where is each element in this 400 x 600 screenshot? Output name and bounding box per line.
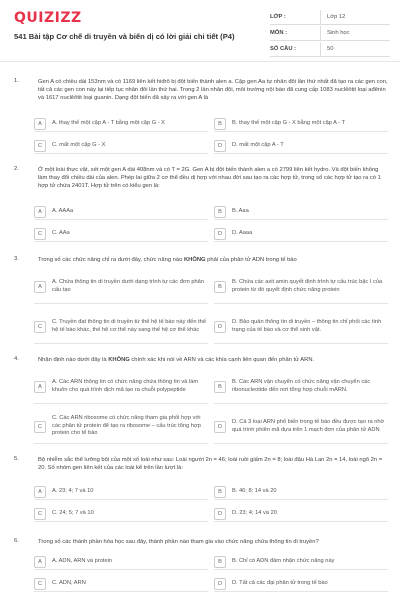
question-number: 5.: [14, 456, 19, 462]
meta-label: LỚP :: [270, 14, 286, 20]
option-text: A. AAAa: [52, 207, 74, 214]
option-c[interactable]: [34, 226, 208, 242]
option-c[interactable]: [34, 138, 208, 154]
option-d[interactable]: [214, 138, 388, 154]
option-letter: C: [34, 140, 46, 152]
option-d[interactable]: [214, 226, 388, 242]
option-text: B. 46; 8; 14 và 20: [232, 487, 277, 494]
meta-row-grade: [270, 10, 390, 25]
quizizz-logo: QUIZIZZ: [14, 10, 82, 26]
option-a[interactable]: [34, 204, 208, 220]
question-number: 4.: [14, 356, 19, 362]
option-b[interactable]: [214, 370, 388, 404]
question-text-pre: Trong số các chức năng chỉ ra dưới đây, chức năng nào: [38, 257, 184, 263]
question-text: Ở một loài thực vật, xét một gen A dài 408nm và có T = 2G. Gen A bị đột biến thành alen a có 2799 liên kết hydro. Và đột biến không làm thay đổi chiều dài của alen. Phép lai giữa 2 cơ thể đều dị hợp với nhau đời sau tạo ra các hợp tử, trong số các hợp tử tạo ra có 1 hợp tử chứa 2401T. Hợp tử trên có kiểu gen là:: [38, 167, 381, 189]
question-text-post: chính xác khi nói về ARN và các khía cạnh liên quan đến phân tử ARN.: [129, 357, 315, 363]
option-text: B. thay thế một cặp G - X bằng một cặp A - T: [232, 119, 346, 126]
question-text: Trong số các thành phần hóa học sau đây, thành phần nào tham gia vào chức năng chứa thông tin di truyền?: [38, 539, 319, 545]
option-d[interactable]: [214, 310, 388, 344]
option-text: D. mất một cặp A - T: [232, 141, 284, 148]
meta-value: Sinh học: [320, 26, 390, 40]
option-letter: C: [34, 321, 46, 333]
option-text: D. Cả 3 loại ARN phổ biến trong tế bào đều được tạo ra nhờ quá trình phiên mã dựa trên 1 mạch đơn của phân tử ADN: [232, 419, 385, 433]
option-a[interactable]: [34, 116, 208, 132]
option-letter: B: [214, 281, 226, 293]
option-text: B. Chứa các axit amin quyết định trình tự cấu trúc bậc I của protein từ đó quyết định chức năng protein: [232, 279, 383, 293]
question-3: [14, 256, 390, 348]
option-b[interactable]: [214, 270, 388, 304]
option-letter: A: [34, 556, 46, 568]
option-letter: B: [214, 206, 226, 218]
option-text: D. 23; 4; 14 và 20: [232, 509, 277, 516]
question-number: 2.: [14, 166, 19, 172]
option-d[interactable]: [214, 410, 388, 444]
option-c[interactable]: [34, 576, 208, 592]
option-a[interactable]: [34, 370, 208, 404]
option-letter: B: [214, 556, 226, 568]
page-title: 541 Bài tập Cơ chế di truyền và biến dị có lời giải chi tiết (P4): [14, 32, 235, 41]
meta-row-subject: [270, 26, 390, 41]
option-text: A. Các ARN thông tin có chức năng chứa thông tin và làm khuôn cho quá trình dịch mã tạo ra chuỗi polypeptide: [52, 379, 199, 393]
option-text: D. Aaaa: [232, 229, 253, 236]
meta-table: [270, 10, 390, 58]
option-text: C. ADN, ARN: [52, 579, 86, 586]
option-text: B. Aaa: [232, 207, 249, 214]
option-letter: C: [34, 508, 46, 520]
option-text: C. Các ARN ribosome có chức năng tham gia phối hợp với các phân tử protein để tạo ra ribosome – cấu trúc tổng hợp protein cho tế bào: [52, 415, 201, 437]
question-text: Gen A có chiều dài 153nm và có 1169 liên kết hiđrô bị đột biến thành alen a. Cặp gen Aa tự nhân đôi lần thứ nhất đã tạo ra các gen con, tất cả các gen con này lại tiếp tục nhân đôi lần thứ hai. Trong 2 lần nhân đôi, môi trường nội bào đã cung cấp 1083 nuclêôtit loại ađênin và 1617 nuclêôtit loại guanin. Dạng đột biến đã xảy ra với gen A là: [38, 79, 388, 101]
question-text: [38, 256, 388, 264]
option-letter: D: [214, 321, 226, 333]
option-text: C. 24; 5; 7 và 10: [52, 509, 94, 516]
option-letter: A: [34, 486, 46, 498]
option-a[interactable]: [34, 554, 208, 570]
question-text-post: phải của phân tử ADN trong tế bào: [205, 257, 297, 263]
option-text: B. Chỉ có ADN đảm nhận chức năng này: [232, 557, 335, 564]
question-5: [14, 456, 390, 532]
option-c[interactable]: [34, 310, 208, 344]
option-text: A. ADN, ARN và protein: [52, 557, 113, 564]
option-b[interactable]: [214, 204, 388, 220]
option-text: B. Các ARN vận chuyển có chức năng vận chuyển các ribonucleotide đến nơi tổng hợp chuỗi mARN.: [232, 379, 371, 393]
option-text: C. Truyền đạt thông tin di truyền từ thế hệ tế bào này đến thế hệ tế bào khác, thế hệ cơ thể này sang thế hệ cơ thể khác: [52, 319, 206, 333]
option-letter: C: [34, 578, 46, 590]
option-c[interactable]: [34, 506, 208, 522]
meta-value: Lớp 12: [320, 10, 390, 24]
option-letter: B: [214, 118, 226, 130]
question-number: 3.: [14, 256, 19, 262]
option-letter: C: [34, 228, 46, 240]
question-number: 1.: [14, 78, 19, 84]
option-b[interactable]: [214, 116, 388, 132]
option-text: C. AAa: [52, 229, 70, 236]
option-b[interactable]: [214, 554, 388, 570]
option-text: A. thay thế một cặp A - T bằng một cặp G - X: [52, 119, 165, 126]
option-letter: B: [214, 381, 226, 393]
question-6: [14, 538, 390, 598]
question-1: [14, 78, 390, 158]
option-letter: B: [214, 486, 226, 498]
meta-row-count: [270, 42, 390, 57]
option-letter: D: [214, 421, 226, 433]
option-letter: D: [214, 508, 226, 520]
option-d[interactable]: [214, 576, 388, 592]
option-a[interactable]: [34, 484, 208, 500]
question-text-emphasis: KHÔNG: [183, 257, 206, 263]
question-4: [14, 356, 390, 448]
option-letter: C: [34, 421, 46, 433]
option-letter: A: [34, 281, 46, 293]
option-letter: D: [214, 228, 226, 240]
option-c[interactable]: [34, 410, 208, 444]
question-text-emphasis: KHÔNG: [108, 357, 130, 363]
option-d[interactable]: [214, 506, 388, 522]
option-letter: A: [34, 206, 46, 218]
option-text: D. Tất cả các đại phân tử trong tế bào: [232, 579, 328, 586]
meta-value: 50: [320, 42, 390, 56]
option-text: D. Bảo quản thông tin di truyền – thông tin chỉ phối các tính trạng của tế bào và cơ thể sinh vật.: [232, 319, 382, 333]
question-2: [14, 166, 390, 248]
option-a[interactable]: [34, 270, 208, 304]
option-letter: D: [214, 140, 226, 152]
question-number: 6.: [14, 538, 19, 544]
option-letter: D: [214, 578, 226, 590]
question-text-pre: Nhận định nào dưới đây là: [38, 357, 109, 363]
option-letter: A: [34, 381, 46, 393]
option-letter: A: [34, 118, 46, 130]
page-header: [0, 0, 400, 62]
meta-label: SỐ CÂU :: [270, 46, 297, 52]
option-text: A. 23; 4; 7 và 10: [52, 487, 94, 494]
question-text: [38, 356, 388, 364]
question-text: Bộ nhiễm sắc thể lưỡng bội của một số loài như sau: Loài người 2n = 46; loài ruồi giấm 2n = 8; loài đậu Hà Lan 2n = 14, loài ngô 2n = 20. Số nhóm gen liên kết của các loài kể trên lần lượt là:: [38, 457, 383, 471]
option-text: C. mất một cặp G - X: [52, 141, 106, 148]
option-text: A. Chứa thông tin di truyền dưới dạng trình tự các đơn phân cấu tạo: [52, 279, 204, 293]
option-b[interactable]: [214, 484, 388, 500]
meta-label: MÔN :: [270, 30, 288, 36]
